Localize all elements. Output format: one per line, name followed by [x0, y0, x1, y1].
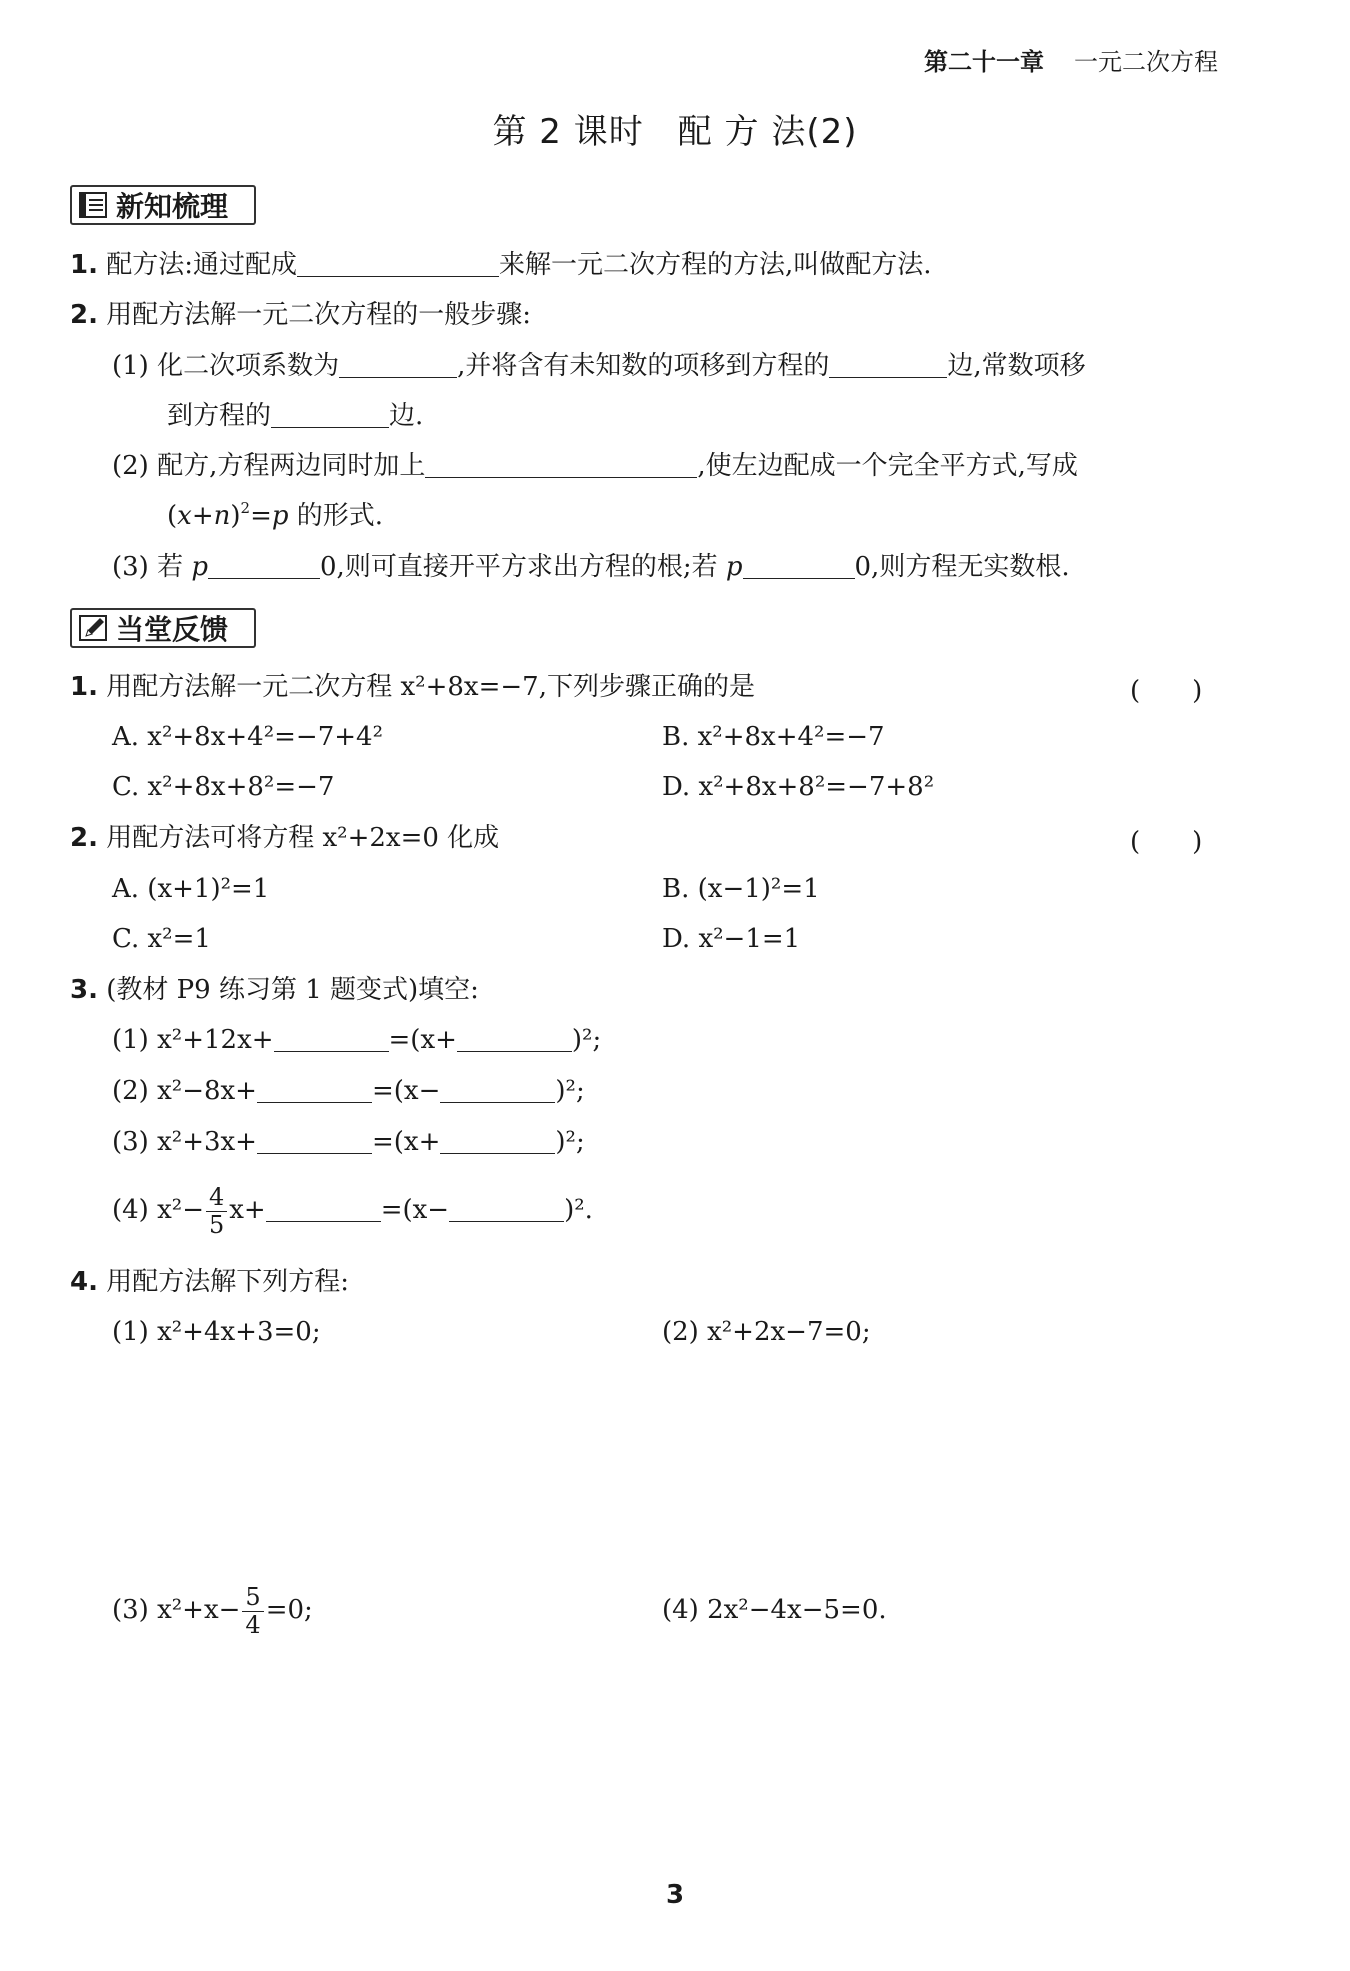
- equation-1: (1) x²+4x+3=0;: [112, 1317, 321, 1347]
- option-a[interactable]: A. (x+1)²=1: [112, 874, 270, 904]
- numerator: 4: [206, 1184, 227, 1212]
- step-text: (3) 若: [112, 552, 192, 582]
- fill-item-1: [112, 1023, 601, 1057]
- answer-blank[interactable]: [440, 1125, 555, 1154]
- step-text: 边,常数项移: [947, 351, 1086, 381]
- formula-part: )².: [564, 1195, 593, 1225]
- item-number: 3.: [70, 975, 98, 1005]
- equation-4: (4) 2x²−4x−5=0.: [662, 1595, 887, 1625]
- answer-blank[interactable]: [457, 1023, 572, 1052]
- answer-blank[interactable]: [449, 1193, 564, 1222]
- lesson-title: [0, 104, 1350, 153]
- chapter-topic: 一元二次方程: [1074, 48, 1218, 76]
- step-3: [112, 550, 1070, 584]
- feedback-question-1: [70, 670, 755, 704]
- answer-bracket[interactable]: ( ): [1130, 676, 1203, 706]
- item-number: 4.: [70, 1267, 98, 1297]
- step-text: 的形式.: [288, 501, 384, 531]
- section-heading-classroom-feedback: [70, 608, 256, 648]
- item-number: 2.: [70, 300, 98, 330]
- formula-part: =(x−: [380, 1195, 450, 1225]
- step-text: 到方程的: [167, 401, 272, 431]
- step-2-cont: [167, 499, 383, 533]
- formula-part: =0;: [265, 1595, 313, 1625]
- work-area-1[interactable]: [112, 1360, 632, 1560]
- answer-blank[interactable]: [425, 449, 697, 478]
- formula-part: x²−8x+: [157, 1076, 257, 1106]
- numerator: 5: [242, 1584, 263, 1612]
- fraction: [242, 1584, 263, 1639]
- formula-part: (: [167, 501, 178, 531]
- formula-part: x²+12x+: [157, 1025, 274, 1055]
- option-a[interactable]: A. x²+8x+4²=−7+4²: [112, 722, 383, 752]
- formula-part: x: [177, 501, 192, 531]
- denominator: 5: [208, 1210, 225, 1239]
- pencil-icon: [78, 614, 108, 642]
- formula-part: )²;: [555, 1127, 585, 1157]
- option-d[interactable]: D. x²+8x+8²=−7+8²: [662, 772, 935, 802]
- option-d[interactable]: D. x²−1=1: [662, 924, 801, 954]
- item-text: 用配方法解一元二次方程的一般步骤:: [106, 300, 531, 330]
- chapter-label: 第二十一章: [924, 48, 1044, 76]
- section-title: 新知梳理: [116, 190, 229, 223]
- feedback-question-2: [70, 821, 499, 855]
- formula-part: +: [191, 501, 214, 531]
- item-label: (1): [112, 1025, 149, 1055]
- answer-blank[interactable]: [743, 550, 855, 579]
- formula-part: =(x+: [371, 1127, 441, 1157]
- work-area-2[interactable]: [662, 1360, 1182, 1560]
- feedback-question-3: [70, 973, 479, 1007]
- item-label: (2): [112, 1076, 149, 1106]
- fill-item-3: [112, 1125, 585, 1159]
- formula-part: )²;: [571, 1025, 602, 1055]
- work-area-4[interactable]: [662, 1650, 1182, 1850]
- formula-part: =: [250, 501, 272, 531]
- fill-item-4: [112, 1180, 593, 1240]
- section-title: 当堂反馈: [116, 613, 229, 646]
- lesson-number: 第 2 课时: [492, 112, 644, 152]
- formula-part: p: [191, 552, 209, 582]
- lesson-name: 配 方 法(2): [677, 112, 858, 152]
- answer-blank[interactable]: [266, 1193, 381, 1222]
- option-c[interactable]: C. x²+8x+8²=−7: [112, 772, 335, 802]
- question-text: 用配方法可将方程 x²+2x=0 化成: [106, 823, 500, 853]
- step-text: 0,则可直接开平方求出方程的根;若: [320, 552, 726, 582]
- answer-blank[interactable]: [829, 349, 947, 378]
- step-text: ,并将含有未知数的项移到方程的: [457, 351, 830, 381]
- item-text: 配方法:通过配成: [106, 250, 297, 280]
- question-text: (教材 P9 练习第 1 题变式)填空:: [106, 975, 479, 1005]
- item-label: (4): [112, 1195, 149, 1225]
- answer-blank[interactable]: [440, 1074, 555, 1103]
- item-text: 来解一元二次方程的方法,叫做配方法.: [499, 250, 932, 280]
- option-b[interactable]: B. x²+8x+4²=−7: [662, 722, 885, 752]
- step-text: ,使左边配成一个完全平方式,写成: [697, 451, 1078, 481]
- denominator: 4: [245, 1610, 261, 1639]
- formula-part: x+: [229, 1195, 266, 1225]
- formula-part: p: [725, 552, 743, 582]
- item-number: 1.: [70, 250, 98, 280]
- step-text: (2) 配方,方程两边同时加上: [112, 451, 426, 481]
- question-text: 用配方法解下列方程:: [106, 1267, 349, 1297]
- answer-blank[interactable]: [208, 550, 320, 579]
- step-1-cont: [167, 399, 423, 433]
- option-c[interactable]: C. x²=1: [112, 924, 211, 954]
- knowledge-item-2: [70, 298, 531, 332]
- question-text: 用配方法解一元二次方程 x²+8x=−7,下列步骤正确的是: [106, 672, 755, 702]
- running-header: [924, 42, 1218, 77]
- step-1: [112, 349, 1086, 383]
- step-text: (1) 化二次项系数为: [112, 351, 340, 381]
- formula-part: (3) x²+x−: [112, 1595, 241, 1625]
- item-label: (3): [112, 1127, 149, 1157]
- formula-part: )²;: [555, 1076, 585, 1106]
- formula-part: x²−: [157, 1195, 204, 1225]
- step-text: 0,则方程无实数根.: [854, 552, 1070, 582]
- step-text: 边.: [389, 401, 424, 431]
- answer-blank[interactable]: [271, 399, 389, 428]
- feedback-question-4: [70, 1265, 349, 1299]
- answer-blank[interactable]: [339, 349, 457, 378]
- fraction: [206, 1184, 227, 1239]
- answer-bracket[interactable]: ( ): [1130, 827, 1203, 857]
- equation-3: [112, 1580, 313, 1640]
- item-number: 1.: [70, 672, 98, 702]
- answer-blank[interactable]: [257, 1125, 372, 1154]
- formula-part: =(x−: [371, 1076, 441, 1106]
- section-heading-new-knowledge: [70, 185, 256, 225]
- formula-part: 2: [240, 499, 251, 517]
- answer-blank[interactable]: [257, 1074, 372, 1103]
- work-area-3[interactable]: [112, 1650, 632, 1850]
- formula-part: x²+3x+: [157, 1127, 257, 1157]
- answer-blank[interactable]: [274, 1023, 389, 1052]
- formula-part: =(x+: [388, 1025, 457, 1055]
- item-number: 2.: [70, 823, 98, 853]
- page-number: 3: [665, 1880, 685, 1910]
- formula-part: n: [213, 501, 231, 531]
- notebook-icon: [78, 191, 108, 219]
- equation-2: (2) x²+2x−7=0;: [662, 1317, 871, 1347]
- fill-item-2: [112, 1074, 585, 1108]
- formula-part: ): [230, 501, 241, 531]
- step-2: [112, 449, 1078, 483]
- formula-part: p: [271, 501, 289, 531]
- knowledge-item-1: [70, 248, 932, 282]
- answer-blank[interactable]: [297, 248, 499, 277]
- option-b[interactable]: B. (x−1)²=1: [662, 874, 820, 904]
